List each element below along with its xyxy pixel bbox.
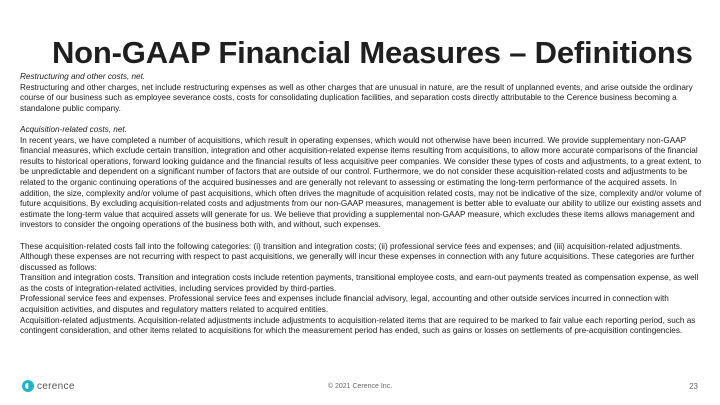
page-number: 23 [689,382,698,391]
paragraph-restructuring: Restructuring and other charges, net include restructuring expenses as well as other charges that are unusual in nature, are the result of unplanned events, and arise outside the ordinary course of our business such as employee severance costs, costs for consolidating duplication facilities, and separation costs directly attributable to the Cerence business becoming a standalone public company. [20,82,693,113]
slide-body [20,72,702,337]
logo-wordmark: cerence [37,380,75,392]
paragraph-acquisition: In recent years, we have completed a number of acquisitions, which result in operating expenses, which would not otherwise have been incurred. We provide supplementary non-GAAP financial measures, which exclude certain transition, integration and other acquisition-related expense items resulting from acquisitions, to allow more accurate comparisons of the financial results to historical operations, forward looking guidance and the financial results of less acquisitive peer companies. We consider these types of costs and adjustments, to a great extent, to be unpredictable and dependent on a significant number of factors that are outside of our control. Furthermore, we do not consider these acquisition-related costs and adjustments to be related to the organic continuing operations of the acquired businesses and are generally not relevant to assessing or estimating the long-term performance of the acquired assets. In addition, the size, complexity and/or volume of past acquisitions, which often drives the magnitude of acquisition related costs, may not be indicative of the size, complexity and/or volume of future acquisitions. By excluding acquisition-related costs and adjustments from our non-GAAP measures, management is better able to evaluate our ability to utilize our existing assets and estimate the long-term value that acquired assets will generate for us. We believe that providing a supplemental non-GAAP measure, which excludes these items allows management and investors to consider the ongoing operations of the business both with, and without, such expenses. [20,135,702,230]
paragraph-transition: Transition and integration costs. Transition and integration costs include retention payments, transitional employee costs, and earn-out payments treated as compensation expense, as well as the costs of integration-related activities, including services provided by third-parties. [20,273,699,293]
section-heading-restructuring: Restructuring and other costs, net. [20,72,146,81]
copyright-notice: © 2021 Cerence Inc. [327,383,393,390]
paragraph-spacer [20,231,702,242]
paragraph-spacer [20,114,702,125]
paragraph-adjustments: Acquisition-related adjustments. Acquisition-related adjustments include adjustments to acquisition-related items that are required to be marked to fair value each reporting period, such as contingent consideration, and other items related to acquisitions for which the measurement period has ended, such as gains or losses on settlements of pre-acquisition contingencies. [20,315,696,336]
section-heading-acquisition: Acquisition-related costs, net. [20,124,127,134]
slide-title: Non-GAAP Financial Measures – Definitions [52,35,693,70]
paragraph-categories: These acquisition-related costs fall into the following categories: (i) transition and integration costs; (ii) professional service fees and expenses; and (iii) acquisition-related adjustments. Although these expenses are not recurring with respect to past acquisitions, we generally will incur these expenses in connection with any future acquisitions. These categories are further discussed as follows: [20,241,695,272]
paragraph-professional-fees: Professional service fees and expenses. Professional service fees and expenses include financial advisory, legal, accounting and other outside services incurred in connection with acquisition activities, and disputes and regulatory matters related to acquired entities. [20,294,669,315]
